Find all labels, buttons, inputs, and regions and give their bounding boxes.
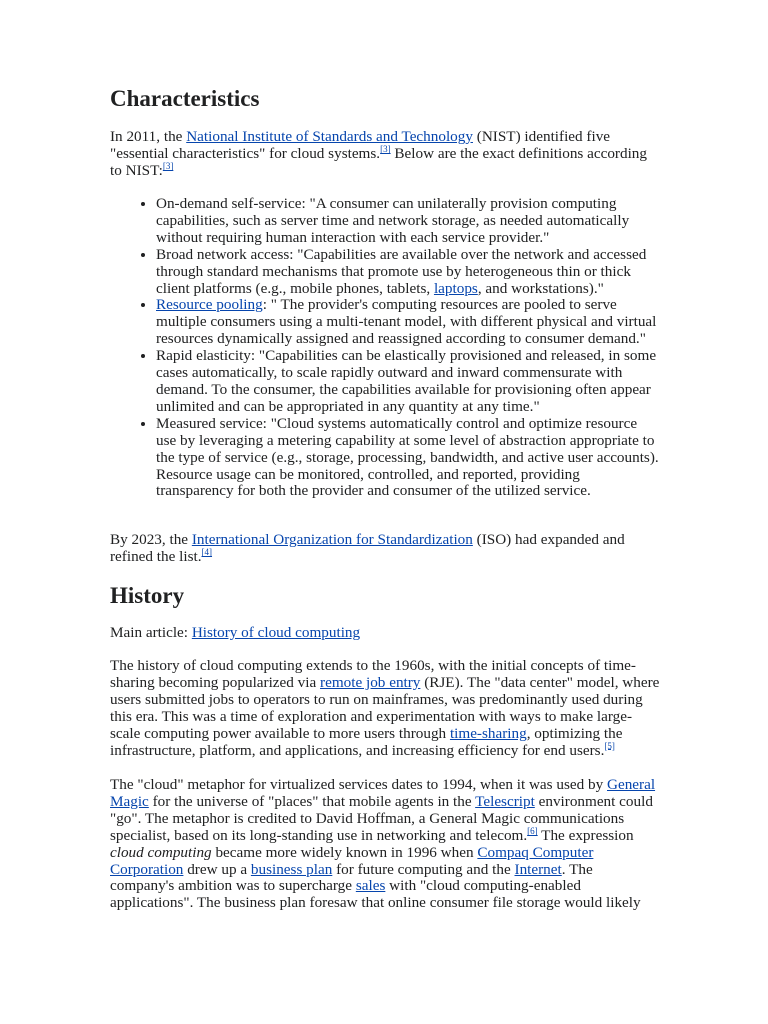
link-iso[interactable]: International Organization for Standardization — [191, 531, 473, 548]
link-telescript[interactable]: Telescript — [475, 792, 535, 810]
iso-paragraph: By 2023, the International Organization for Standardization (ISO) had expanded and refined the list.[4] — [110, 531, 625, 565]
citation-3[interactable]: [3] — [162, 160, 174, 171]
citation-5[interactable]: [5] — [604, 740, 615, 751]
list-item: • On-demand self-service: "A consumer can unilaterally provision computing capabilities, such as server time and network storage, as needed automatically without requiring human interaction with each service provider." — [156, 196, 660, 247]
link-time-sharing[interactable]: time-sharing — [449, 724, 527, 742]
characteristics-intro: In 2011, the National Institute of Standards and Technology (NIST) identified five "essential characteristics" for cloud systems.[3] Below are the exact definitions according to NIST:[3] — [110, 128, 647, 179]
history-paragraph-2: The "cloud" metaphor for virtualized services dates to 1994, when it was used by General Magic for the universe of "places" that mobile agents in the Telescript environment could "go". The metaphor is credited to David Hoffman, a General Magic communications specialist, based on its long-standing use in networking and telecom.[6] The expression cloud computing became more widely known in 1996 when Compaq Computer Corporation drew up a business plan for future computing and the Internet. The company's ambition was to supercharge sales with "cloud computing-enabled applications". The business plan foresaw that online consumer file storage would likely — [110, 776, 656, 912]
link-laptops[interactable]: laptops — [433, 279, 478, 297]
link-internet[interactable]: Internet — [514, 860, 562, 878]
history-paragraph-1: The history of cloud computing extends to the 1960s, with the initial concepts of time-sharing becoming popularized via remote job entry (RJE). The "data center" model, where users submitted jobs to operators to run on mainframes, was predominantly used during this era. This was a time of exploration and experimentation with ways to make large-scale computing power available to more users through time-sharing, optimizing the infrastructure, platform, and applications, and increasing efficiency for end users.[5] — [110, 657, 660, 759]
characteristics-list — [110, 196, 660, 500]
emphasis-cloud-computing: cloud computing — [110, 843, 212, 861]
list-item: • Measured service: "Cloud systems automatically control and optimize resource use by leveraging a metering capability at some level of abstraction appropriate to the type of service (e.g., storage, processing, bandwidth, and active user accounts). Resource usage can be monitored, controlled, and reported, providing transparency for both the provider and consumer of the utilized service. — [156, 416, 660, 501]
list-item: • Broad network access: "Capabilities are available over the network and accessed through standard mechanisms that promote use by heterogeneous thin or thick client platforms (e.g., mobile phones, tablets, laptops, and workstations)." — [156, 247, 660, 298]
section-heading-history: History — [110, 583, 185, 608]
list-item: • Resource pooling: " The provider's computing resources are pooled to serve multiple consumers using a multi-tenant model, with different physical and virtual resources dynamically assigned and reassigned according to consumer demand." — [156, 297, 660, 348]
link-compaq[interactable]: Compaq Computer Corporation — [110, 843, 594, 878]
link-sales[interactable]: sales — [355, 877, 386, 895]
citation-6[interactable]: [6] — [527, 825, 538, 836]
section-heading-characteristics: Characteristics — [110, 86, 260, 111]
citation-4[interactable]: [4] — [201, 546, 213, 557]
link-business-plan[interactable]: business plan — [250, 860, 333, 878]
link-remote-job-entry[interactable]: remote job entry — [320, 673, 421, 691]
list-item: • Rapid elasticity: "Capabilities can be elastically provisioned and released, in some cases automatically, to scale rapidly outward and inward commensurate with demand. To the consumer, the capabilities available for provisioning often appear unlimited and can be appropriated in any quantity at any time." — [156, 348, 660, 416]
link-resource-pooling[interactable]: Resource pooling — [156, 296, 263, 314]
citation-3[interactable]: [3] — [380, 143, 391, 154]
link-history-of-cloud-computing[interactable]: History of cloud computing — [191, 624, 361, 641]
main-article-note: Main article: History of cloud computing — [110, 624, 361, 641]
link-nist[interactable]: National Institute of Standards and Technology — [186, 128, 473, 145]
link-general-magic[interactable]: General Magic — [110, 776, 656, 810]
